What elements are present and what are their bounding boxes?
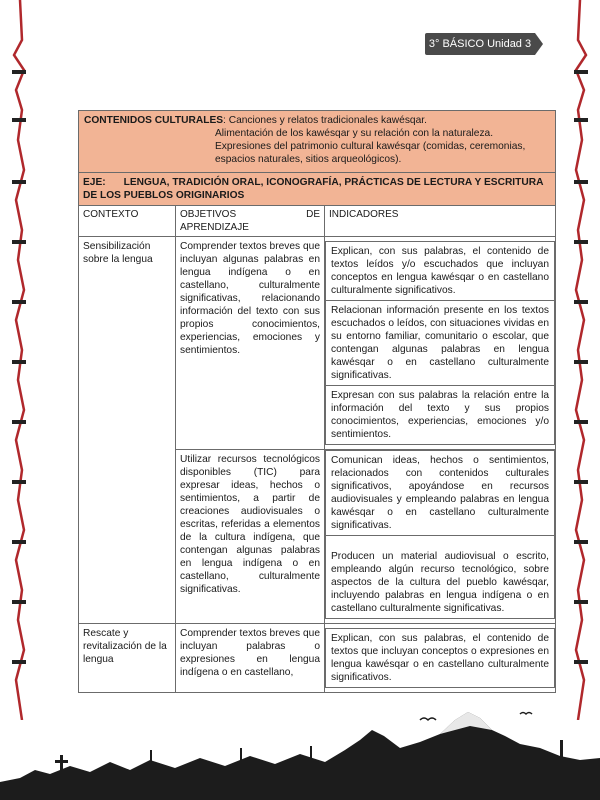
indicador-item: Expresan con sus palabras la relación entre la información del texto y sus propios conocimientos, experiencias, emociones y/o sentimientos. [325,386,555,445]
indicadores-cell [325,624,556,693]
indicadores-cell [325,237,556,450]
indicador-item: Relacionan información presente en los textos escuchados o leídos, con situaciones vividas en su entorno familiar, comunitario o escolar, que contengan algunas palabras en lengua kawésqar o en castellano culturalmente significativas. [325,301,555,386]
column-header-objetivos: OBJETIVOS DE APRENDIZAJE [176,206,325,237]
contenidos-line-2: Alimentación de los kawésqar y su relación con la naturaleza. [215,128,494,139]
objetivo-cell: Utilizar recursos tecnológicos disponibles (TIC) para expresar ideas, hechos o sentimientos, a partir de creaciones audiovisuales o escritas, referidas a elementos de la cultura indígena, que contengan algunas palabras en lengua indígena o en castellano, culturalmente significativas. [176,450,325,624]
table-row [79,237,556,450]
table-row [79,624,556,693]
contenidos-label: CONTENIDOS CULTURALES [84,115,224,126]
contenidos-culturales-cell [79,111,556,173]
indicador-item: Comunican ideas, hechos o sentimientos, relacionados con contenidos culturales significativos, apoyándose en recursos audiovisuales y empleando palabras en lengua kawésqar o en castellano culturalmente significativas. [325,450,555,536]
indicadores-cell [325,450,556,624]
column-header-indicadores: INDICADORES [325,206,556,237]
column-header-contexto: CONTEXTO [79,206,176,237]
indicador-item: Producen un material audiovisual o escrito, empleando algún recurso tecnológico, sobre aspectos de la cultura del pueblo kawésqar, incluyendo palabras en lengua indígena o en castellano culturalmente significativas. [325,536,555,619]
landscape-silhouette-footer [0,700,600,800]
contenidos-line-3: Expresiones del patrimonio cultural kawésqar (comidas, ceremonias, [215,141,526,152]
objetivo-cell: Comprender textos breves que incluyan algunas palabras en lengua indígena o en castellano, culturalmente significativas, relacionando información del texto con sus propios conocimientos, experiencias, emociones y sentimientos. [176,237,325,450]
decorative-border-left [0,0,30,720]
decorative-border-right [570,0,600,720]
indicador-item: Explican, con sus palabras, el contenido de textos que incluyan conceptos o expresiones en lengua kawésqar o en castellano culturalmente significativos. [325,628,555,688]
contenidos-line-4: espacios naturales, sitios arqueológicos). [215,154,402,165]
unit-label-tab: 3° BÁSICO Unidad 3 [425,33,535,55]
curriculum-table [78,110,556,693]
eje-cell [79,173,556,206]
contexto-cell: Rescate y revitalización de la lengua [79,624,176,693]
indicador-item: Explican, con sus palabras, el contenido de textos leídos y/o escuchados que incluyan conceptos en lengua kawésqar o en castellano culturalmente significativos. [325,241,555,301]
eje-label: EJE: [83,177,106,188]
contenidos-line-1: : Canciones y relatos tradicionales kawésqar. [223,115,427,126]
objetivo-cell: Comprender textos breves que incluyan palabras o expresiones en lengua indígena o en castellano, [176,624,325,693]
eje-text: LENGUA, TRADICIÓN ORAL, ICONOGRAFÍA, PRÁCTICAS DE LECTURA Y ESCRITURA DE LOS PUEBLOS ORIGINARIOS [83,177,544,201]
contexto-cell: Sensibilización sobre la lengua [79,237,176,624]
